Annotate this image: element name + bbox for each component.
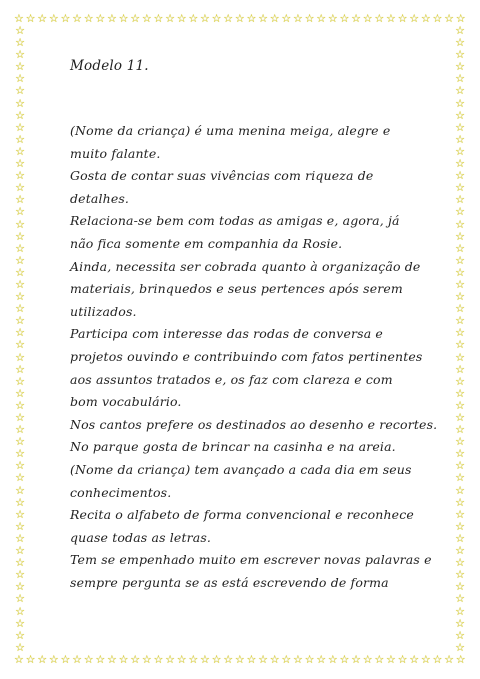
star-icon: ☆ xyxy=(15,277,25,291)
text-line: muito falante. xyxy=(70,145,161,161)
star-icon: ☆ xyxy=(48,654,59,666)
text-line: No parque gosta de brincar na casinha e na areia. xyxy=(70,439,396,455)
star-icon: ☆ xyxy=(327,13,338,25)
star-icon: ☆ xyxy=(15,132,25,146)
star-icon: ☆ xyxy=(374,654,385,666)
star-icon: ☆ xyxy=(15,519,25,533)
star-icon: ☆ xyxy=(455,314,465,328)
star-icon: ☆ xyxy=(130,13,141,25)
star-icon: ☆ xyxy=(60,654,71,666)
star-icon: ☆ xyxy=(455,36,465,50)
star-icon: ☆ xyxy=(15,471,25,485)
star-icon: ☆ xyxy=(107,654,117,666)
star-icon: ☆ xyxy=(15,483,25,497)
star-icon: ☆ xyxy=(281,654,292,666)
document-title: Modelo 11. xyxy=(70,58,149,74)
star-icon: ☆ xyxy=(25,654,36,666)
star-icon: ☆ xyxy=(15,507,25,521)
star-icon: ☆ xyxy=(15,60,25,74)
handwritten-text xyxy=(70,120,438,594)
star-icon: ☆ xyxy=(455,411,465,424)
star-border-bottom xyxy=(14,654,466,666)
star-icon: ☆ xyxy=(269,13,280,25)
star-icon: ☆ xyxy=(397,654,408,666)
star-icon: ☆ xyxy=(223,654,234,666)
star-icon: ☆ xyxy=(246,13,257,25)
star-icon: ☆ xyxy=(455,108,465,122)
star-icon: ☆ xyxy=(455,157,465,171)
document-body xyxy=(70,58,438,594)
star-icon: ☆ xyxy=(83,13,94,25)
star-icon: ☆ xyxy=(188,13,199,25)
text-line: Nos cantos prefere os destinados ao desenho e recortes. xyxy=(70,416,438,432)
star-icon: ☆ xyxy=(455,556,465,570)
star-icon: ☆ xyxy=(293,654,303,666)
star-icon: ☆ xyxy=(455,423,465,437)
star-icon: ☆ xyxy=(15,628,25,642)
star-icon: ☆ xyxy=(455,580,465,594)
star-icon: ☆ xyxy=(455,495,465,509)
text-line: Ainda, necessita ser cobrada quanto à organização de xyxy=(70,258,421,274)
star-icon: ☆ xyxy=(455,253,465,267)
star-icon: ☆ xyxy=(15,217,25,231)
star-icon: ☆ xyxy=(107,13,117,25)
star-icon: ☆ xyxy=(455,531,465,545)
star-icon: ☆ xyxy=(141,654,152,666)
star-icon: ☆ xyxy=(455,640,465,653)
text-line: Recita o alfabeto de forma convencional e reconhece xyxy=(70,507,414,523)
star-icon: ☆ xyxy=(386,654,396,666)
star-icon: ☆ xyxy=(455,302,465,316)
star-icon: ☆ xyxy=(234,654,245,666)
star-icon: ☆ xyxy=(15,568,25,582)
star-icon: ☆ xyxy=(15,338,25,352)
star-icon: ☆ xyxy=(258,654,268,666)
star-icon: ☆ xyxy=(37,654,48,666)
star-icon: ☆ xyxy=(316,13,327,25)
star-icon: ☆ xyxy=(15,72,25,86)
star-icon: ☆ xyxy=(281,13,292,25)
star-icon: ☆ xyxy=(455,519,465,533)
star-icon: ☆ xyxy=(362,13,373,25)
star-icon: ☆ xyxy=(223,13,234,25)
star-icon: ☆ xyxy=(455,362,465,376)
star-icon: ☆ xyxy=(15,435,25,449)
star-icon: ☆ xyxy=(455,592,465,606)
star-icon: ☆ xyxy=(455,338,465,352)
star-icon: ☆ xyxy=(15,169,25,183)
star-icon: ☆ xyxy=(72,654,82,666)
star-icon: ☆ xyxy=(455,25,465,37)
star-icon: ☆ xyxy=(339,654,350,666)
star-icon: ☆ xyxy=(455,217,465,231)
star-icon: ☆ xyxy=(455,544,465,558)
star-icon: ☆ xyxy=(14,13,24,25)
star-border-right xyxy=(454,25,466,653)
star-icon: ☆ xyxy=(455,616,465,630)
text-line: quase todas as letras. xyxy=(70,529,212,545)
star-icon: ☆ xyxy=(15,265,25,279)
star-icon: ☆ xyxy=(15,326,25,340)
text-line: conhecimentos. xyxy=(70,484,172,500)
star-icon: ☆ xyxy=(455,350,465,364)
star-icon: ☆ xyxy=(455,628,465,642)
star-icon: ☆ xyxy=(200,13,210,25)
star-icon: ☆ xyxy=(60,13,71,25)
star-icon: ☆ xyxy=(455,13,466,25)
star-border-left xyxy=(14,25,26,653)
star-icon: ☆ xyxy=(455,374,465,388)
star-icon: ☆ xyxy=(455,386,465,400)
text-line: utilizados. xyxy=(70,303,137,319)
star-icon: ☆ xyxy=(15,314,25,328)
star-icon: ☆ xyxy=(455,241,465,255)
star-icon: ☆ xyxy=(432,654,443,666)
star-icon: ☆ xyxy=(153,654,164,666)
star-icon: ☆ xyxy=(95,13,106,25)
star-icon: ☆ xyxy=(455,471,465,485)
star-icon: ☆ xyxy=(15,96,25,110)
star-icon: ☆ xyxy=(455,48,465,62)
star-icon: ☆ xyxy=(176,13,187,25)
star-icon: ☆ xyxy=(432,13,443,25)
star-icon: ☆ xyxy=(455,326,465,340)
star-icon: ☆ xyxy=(15,374,25,388)
star-icon: ☆ xyxy=(153,13,164,25)
star-icon: ☆ xyxy=(14,654,24,666)
star-icon: ☆ xyxy=(455,72,465,86)
star-icon: ☆ xyxy=(15,253,25,267)
star-icon: ☆ xyxy=(409,13,420,25)
star-icon: ☆ xyxy=(455,507,465,521)
star-icon: ☆ xyxy=(141,13,152,25)
star-icon: ☆ xyxy=(118,13,129,25)
text-line: sempre pergunta se as está escrevendo de forma xyxy=(70,574,389,590)
star-icon: ☆ xyxy=(316,654,327,666)
text-line: bom vocabulário. xyxy=(70,394,182,410)
star-icon: ☆ xyxy=(455,435,465,449)
star-icon: ☆ xyxy=(15,25,25,37)
star-icon: ☆ xyxy=(15,423,25,437)
star-icon: ☆ xyxy=(455,144,465,158)
star-icon: ☆ xyxy=(200,654,210,666)
star-icon: ☆ xyxy=(455,290,465,304)
star-icon: ☆ xyxy=(48,13,59,25)
star-icon: ☆ xyxy=(211,13,222,25)
star-icon: ☆ xyxy=(455,229,465,243)
star-icon: ☆ xyxy=(15,84,25,98)
star-icon: ☆ xyxy=(374,13,385,25)
star-icon: ☆ xyxy=(455,568,465,582)
star-icon: ☆ xyxy=(83,654,94,666)
star-icon: ☆ xyxy=(15,362,25,376)
text-line: materiais, brinquedos e seus pertences após serem xyxy=(70,281,403,297)
star-icon: ☆ xyxy=(15,604,25,618)
star-icon: ☆ xyxy=(420,654,431,666)
text-line: projetos ouvindo e contribuindo com fatos pertinentes xyxy=(70,348,423,364)
star-icon: ☆ xyxy=(269,654,280,666)
star-icon: ☆ xyxy=(118,654,129,666)
star-icon: ☆ xyxy=(15,36,25,50)
star-icon: ☆ xyxy=(15,193,25,207)
text-line: não fica somente em companhia da Rosie. xyxy=(70,235,343,251)
star-icon: ☆ xyxy=(455,265,465,279)
text-line: Tem se empenhado muito em escrever novas palavras e xyxy=(70,552,432,568)
star-icon: ☆ xyxy=(15,181,25,195)
star-icon: ☆ xyxy=(15,531,25,545)
star-icon: ☆ xyxy=(72,13,82,25)
text-line: Relaciona-se bem com todas as amigas e, agora, já xyxy=(70,213,400,229)
star-icon: ☆ xyxy=(351,13,361,25)
star-icon: ☆ xyxy=(15,544,25,558)
star-icon: ☆ xyxy=(15,616,25,630)
star-icon: ☆ xyxy=(15,592,25,606)
star-icon: ☆ xyxy=(444,654,454,666)
star-icon: ☆ xyxy=(455,96,465,110)
star-icon: ☆ xyxy=(304,13,315,25)
star-icon: ☆ xyxy=(15,580,25,594)
star-icon: ☆ xyxy=(15,350,25,364)
star-icon: ☆ xyxy=(455,169,465,183)
text-line: Gosta de contar suas vivências com riqueza de xyxy=(70,168,374,184)
star-icon: ☆ xyxy=(455,483,465,497)
star-icon: ☆ xyxy=(15,640,25,653)
text-line: (Nome da criança) é uma menina meiga, alegre e xyxy=(70,123,391,138)
star-icon: ☆ xyxy=(327,654,338,666)
star-icon: ☆ xyxy=(188,654,199,666)
star-border-top xyxy=(14,13,466,25)
text-line: aos assuntos tratados e, os faz com clareza e com xyxy=(70,371,393,387)
star-icon: ☆ xyxy=(455,181,465,195)
star-icon: ☆ xyxy=(386,13,396,25)
star-icon: ☆ xyxy=(15,386,25,400)
star-icon: ☆ xyxy=(15,411,25,424)
star-icon: ☆ xyxy=(304,654,315,666)
star-icon: ☆ xyxy=(455,132,465,146)
star-icon: ☆ xyxy=(15,398,25,412)
star-icon: ☆ xyxy=(15,241,25,255)
star-icon: ☆ xyxy=(15,447,25,461)
star-icon: ☆ xyxy=(15,120,25,134)
star-icon: ☆ xyxy=(15,290,25,304)
star-icon: ☆ xyxy=(455,447,465,461)
star-icon: ☆ xyxy=(15,144,25,158)
star-icon: ☆ xyxy=(293,13,303,25)
star-icon: ☆ xyxy=(15,459,25,473)
star-icon: ☆ xyxy=(455,193,465,207)
text-line: detalhes. xyxy=(70,190,130,206)
text-line: (Nome da criança) tem avançado a cada dia em seus xyxy=(70,461,412,477)
star-icon: ☆ xyxy=(15,108,25,122)
star-icon: ☆ xyxy=(455,120,465,134)
star-icon: ☆ xyxy=(455,604,465,618)
star-icon: ☆ xyxy=(15,205,25,219)
star-icon: ☆ xyxy=(15,302,25,316)
star-icon: ☆ xyxy=(420,13,431,25)
star-icon: ☆ xyxy=(15,229,25,243)
star-icon: ☆ xyxy=(165,13,175,25)
star-icon: ☆ xyxy=(455,60,465,74)
star-icon: ☆ xyxy=(409,654,420,666)
star-icon: ☆ xyxy=(258,13,268,25)
star-icon: ☆ xyxy=(351,654,361,666)
star-icon: ☆ xyxy=(37,13,48,25)
star-icon: ☆ xyxy=(15,495,25,509)
star-icon: ☆ xyxy=(246,654,257,666)
star-icon: ☆ xyxy=(455,205,465,219)
star-icon: ☆ xyxy=(455,277,465,291)
star-icon: ☆ xyxy=(130,654,141,666)
star-icon: ☆ xyxy=(397,13,408,25)
star-icon: ☆ xyxy=(455,398,465,412)
star-icon: ☆ xyxy=(15,48,25,62)
star-icon: ☆ xyxy=(455,459,465,473)
star-icon: ☆ xyxy=(176,654,187,666)
star-icon: ☆ xyxy=(339,13,350,25)
text-line: Participa com interesse das rodas de conversa e xyxy=(70,326,383,342)
star-icon: ☆ xyxy=(444,13,454,25)
star-icon: ☆ xyxy=(362,654,373,666)
star-icon: ☆ xyxy=(165,654,175,666)
star-icon: ☆ xyxy=(95,654,106,666)
star-icon: ☆ xyxy=(25,13,36,25)
star-icon: ☆ xyxy=(211,654,222,666)
star-icon: ☆ xyxy=(15,556,25,570)
star-icon: ☆ xyxy=(455,654,466,666)
star-icon: ☆ xyxy=(455,84,465,98)
star-icon: ☆ xyxy=(234,13,245,25)
star-icon: ☆ xyxy=(15,157,25,171)
